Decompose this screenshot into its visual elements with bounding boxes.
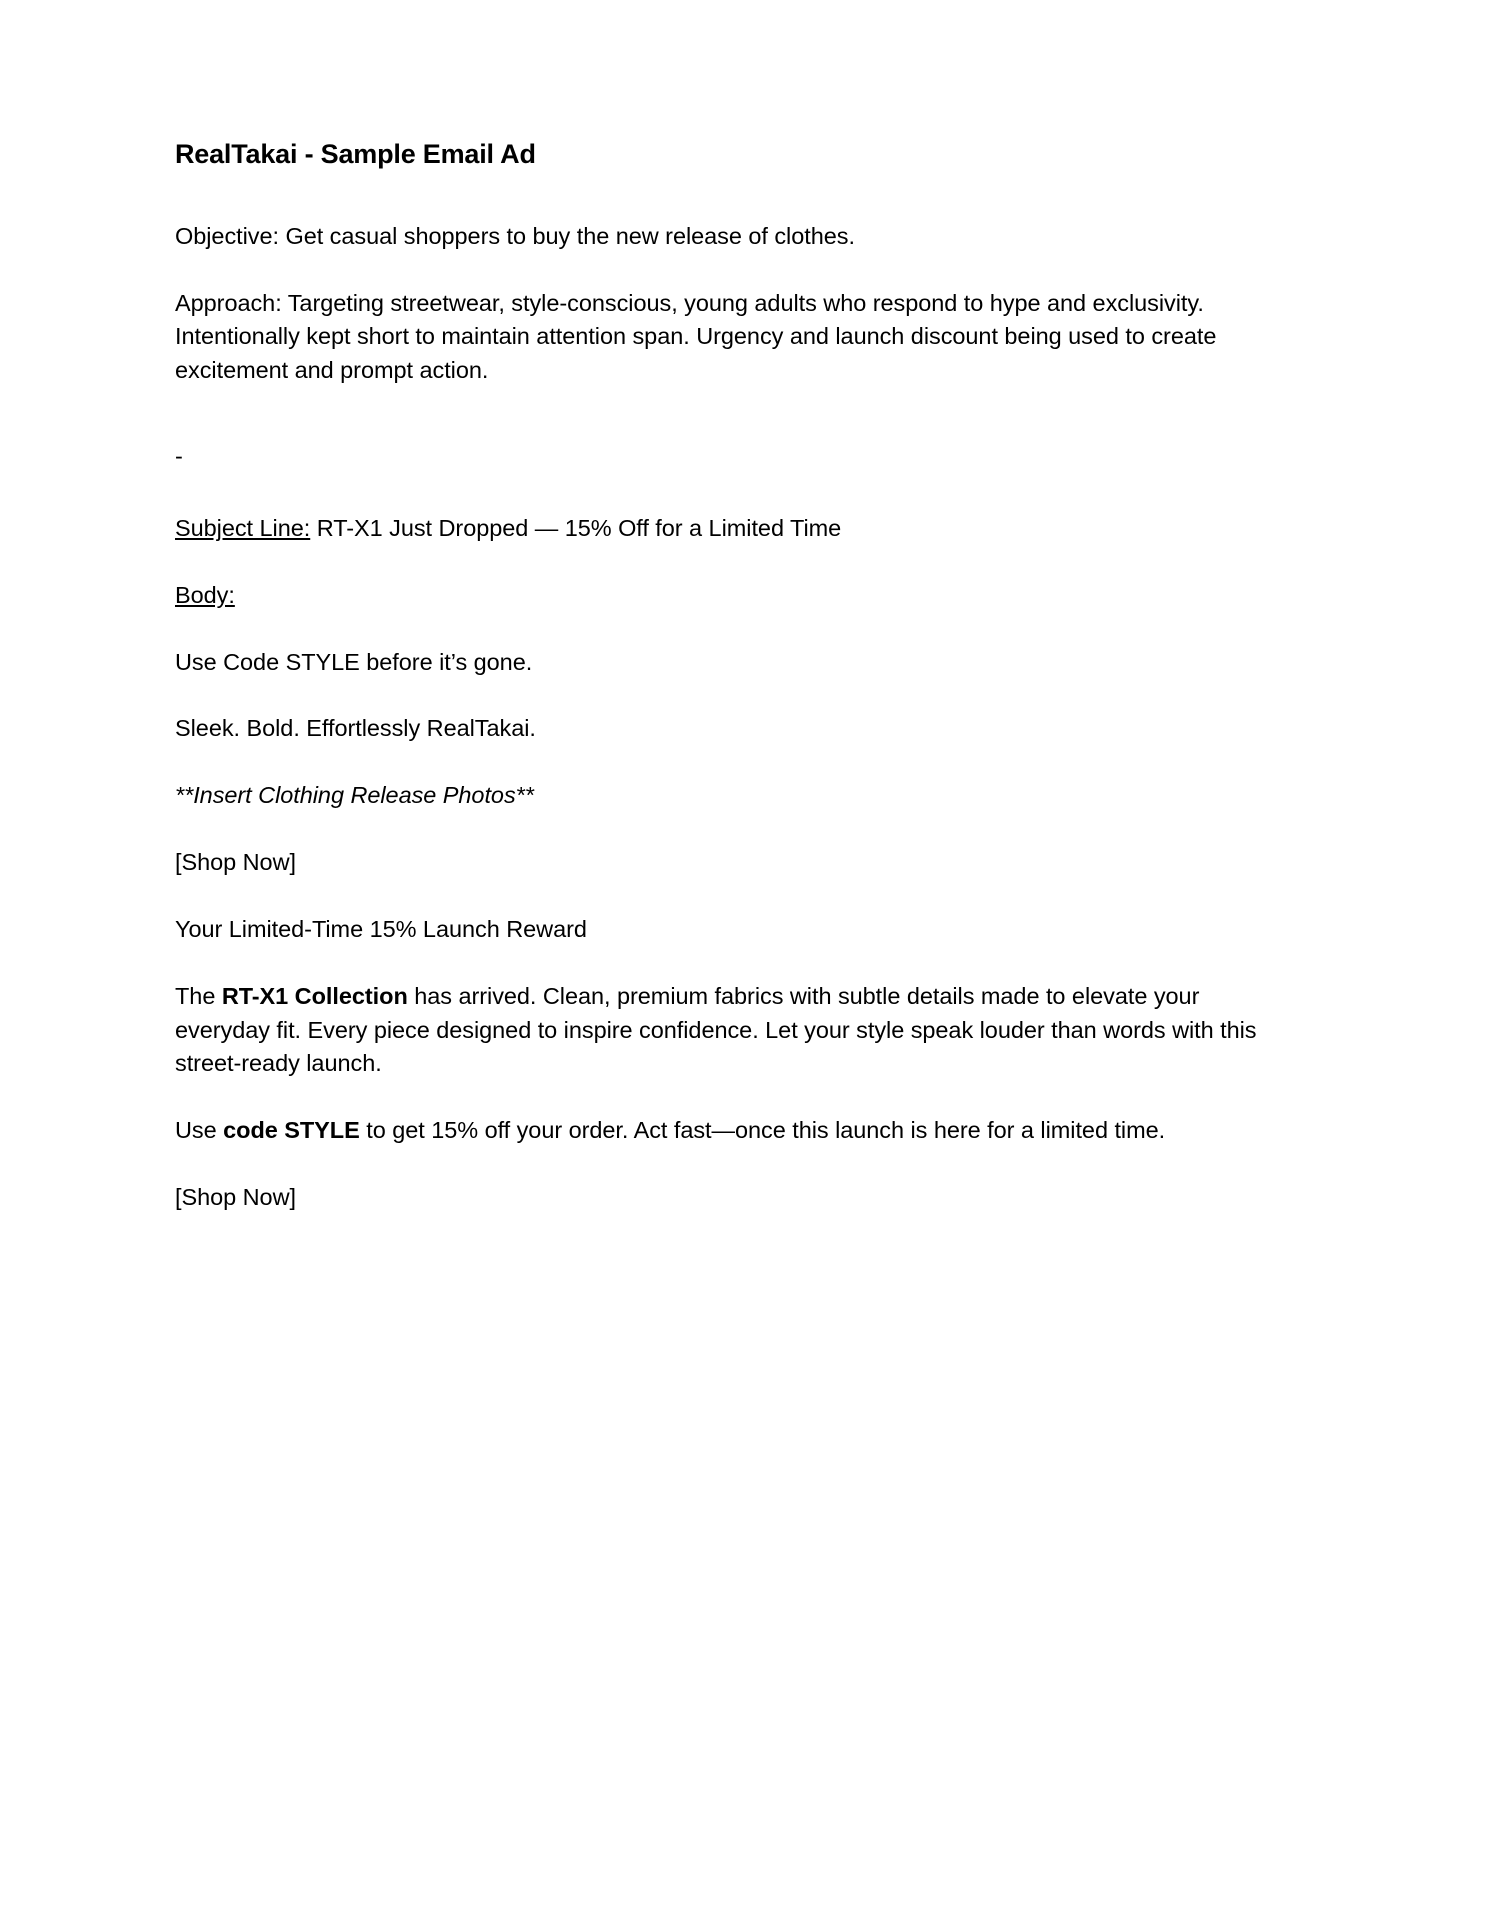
section-separator-dash: -	[175, 443, 183, 470]
collection-name-bold: RT-X1 Collection	[221, 982, 408, 1009]
collection-paragraph	[175, 980, 1290, 1081]
collection-paragraph-after: has arrived. Clean, premium fabrics with subtle details made to elevate your everyday fit. Every piece designed to inspire confidence. Let your style speak louder than words with this street-ready launch.	[175, 982, 1257, 1077]
subject-line-row	[175, 512, 1290, 546]
photo-placeholder: **Insert Clothing Release Photos**	[175, 782, 534, 809]
subject-line-value: RT-X1 Just Dropped — 15% Off for a Limited Time	[316, 514, 842, 541]
tagline: Sleek. Bold. Effortlessly RealTakai.	[175, 715, 536, 742]
code-paragraph-before: Use	[175, 1117, 224, 1144]
shop-now-cta-primary[interactable]: [Shop Now]	[175, 849, 296, 876]
body-label-row	[175, 579, 1290, 613]
promo-code-line: Use Code STYLE before it’s gone.	[175, 648, 533, 675]
reward-headline: Your Limited-Time 15% Launch Reward	[175, 915, 587, 942]
page-title: RealTakai - Sample Email Ad	[175, 139, 536, 169]
code-paragraph-after: to get 15% off your order. Act fast—once this launch is here for a limited time.	[359, 1117, 1166, 1144]
approach-paragraph: Approach: Targeting streetwear, style-conscious, young adults who respond to hype and exclusivity. Intentionally kept short to maintain attention span. Urgency and launch discount being used to create excitement and prompt action.	[175, 289, 1217, 384]
promo-code-bold: code STYLE	[223, 1117, 360, 1144]
collection-paragraph-before: The	[175, 982, 222, 1009]
shop-now-cta-secondary[interactable]: [Shop Now]	[175, 1184, 296, 1210]
code-paragraph	[175, 1114, 1290, 1148]
body-label: Body:	[175, 581, 235, 608]
objective-paragraph: Objective: Get casual shoppers to buy the new release of clothes.	[175, 222, 855, 249]
subject-line-label: Subject Line:	[175, 514, 311, 541]
